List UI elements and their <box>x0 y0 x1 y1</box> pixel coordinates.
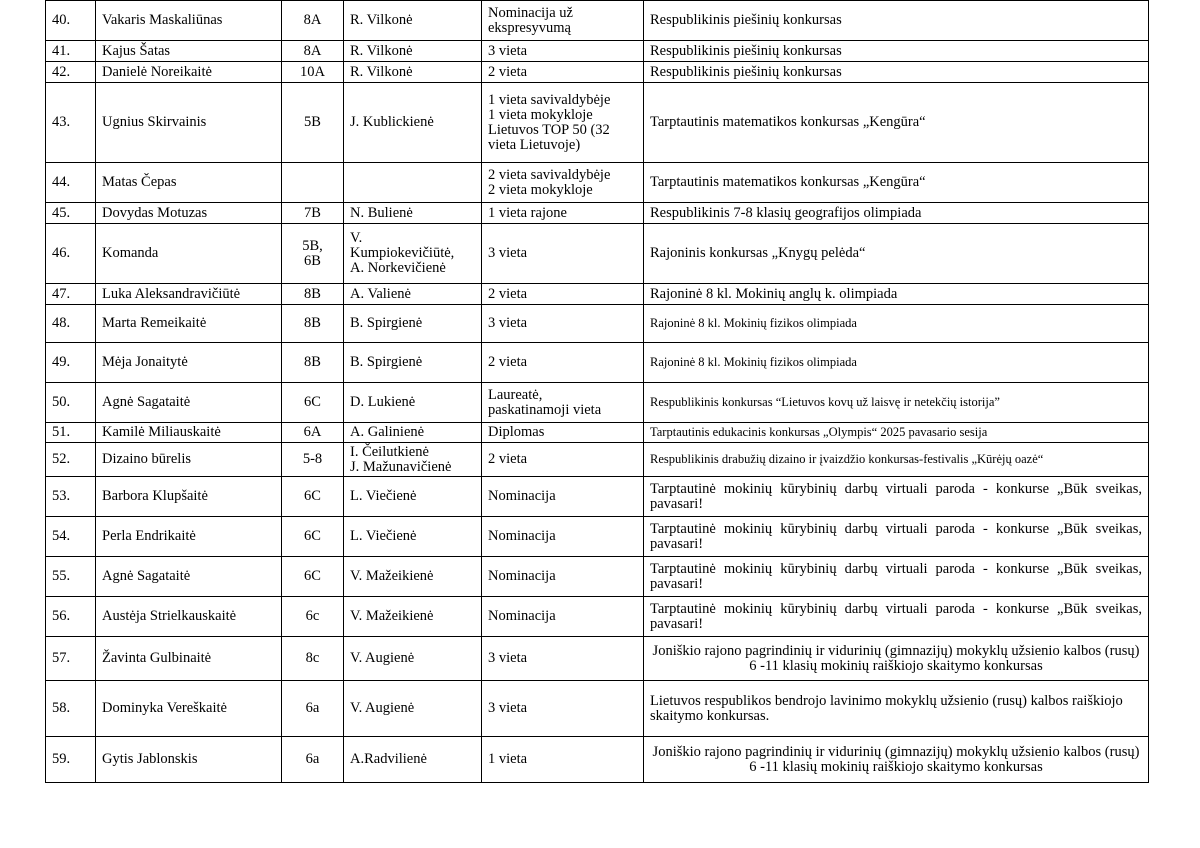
cell-result: Diplomas <box>482 423 644 443</box>
cell-competition: Tarptautinis matematikos konkursas „Kengūra“ <box>644 163 1149 203</box>
cell-number: 58. <box>46 681 96 737</box>
table-row <box>46 83 1149 163</box>
results-table <box>45 0 1149 783</box>
table-row <box>46 305 1149 343</box>
cell-result: 1 vieta <box>482 737 644 783</box>
cell-teacher: R. Vilkonė <box>344 1 482 41</box>
cell-number: 52. <box>46 443 96 477</box>
cell-student-name: Danielė Noreikaitė <box>96 62 282 83</box>
cell-student-name: Dizaino būrelis <box>96 443 282 477</box>
cell-student-name: Vakaris Maskaliūnas <box>96 1 282 41</box>
cell-student-name: Marta Remeikaitė <box>96 305 282 343</box>
cell-number: 56. <box>46 597 96 637</box>
cell-competition: Rajoninė 8 kl. Mokinių fizikos olimpiada <box>644 343 1149 383</box>
cell-competition: Respublikinis drabužių dizaino ir įvaizdžio konkursas-festivalis „Kūrėjų oazė“ <box>644 443 1149 477</box>
cell-class: 6C <box>282 383 344 423</box>
table-row <box>46 343 1149 383</box>
cell-result: Laureatė, paskatinamoji vieta <box>482 383 644 423</box>
cell-number: 53. <box>46 477 96 517</box>
table-row <box>46 737 1149 783</box>
cell-teacher: N. Bulienė <box>344 203 482 224</box>
table-row <box>46 597 1149 637</box>
cell-result: 2 vieta <box>482 443 644 477</box>
table-row <box>46 517 1149 557</box>
cell-competition: Joniškio rajono pagrindinių ir vidurinių (gimnazijų) mokyklų užsienio kalbos (rusų) 6 -11 klasių mokinių raiškiojo skaitymo konkursas <box>644 637 1149 681</box>
cell-student-name: Agnė Sagataitė <box>96 557 282 597</box>
cell-class: 7B <box>282 203 344 224</box>
table-row <box>46 62 1149 83</box>
cell-teacher: V. Mažeikienė <box>344 597 482 637</box>
cell-student-name: Gytis Jablonskis <box>96 737 282 783</box>
cell-class: 6A <box>282 423 344 443</box>
cell-student-name: Luka Aleksandravičiūtė <box>96 284 282 305</box>
cell-number: 48. <box>46 305 96 343</box>
table-row <box>46 1 1149 41</box>
cell-number: 46. <box>46 224 96 284</box>
cell-student-name: Kajus Šatas <box>96 41 282 62</box>
cell-student-name: Žavinta Gulbinaitė <box>96 637 282 681</box>
cell-competition: Rajoninis konkursas „Knygų pelėda“ <box>644 224 1149 284</box>
cell-teacher <box>344 163 482 203</box>
cell-teacher: R. Vilkonė <box>344 62 482 83</box>
cell-teacher: A. Galinienė <box>344 423 482 443</box>
cell-number: 41. <box>46 41 96 62</box>
cell-result: 3 vieta <box>482 637 644 681</box>
cell-teacher: V. Kumpiokevičiūtė, A. Norkevičienė <box>344 224 482 284</box>
cell-teacher: V. Augienė <box>344 637 482 681</box>
cell-result: 2 vieta <box>482 284 644 305</box>
table-row <box>46 443 1149 477</box>
cell-student-name: Dovydas Motuzas <box>96 203 282 224</box>
cell-result: 1 vieta savivaldybėje 1 vieta mokykloje Lietuvos TOP 50 (32 vieta Lietuvoje) <box>482 83 644 163</box>
cell-number: 50. <box>46 383 96 423</box>
cell-result: 3 vieta <box>482 224 644 284</box>
cell-competition: Respublikinis piešinių konkursas <box>644 62 1149 83</box>
table-row <box>46 224 1149 284</box>
cell-class: 8B <box>282 284 344 305</box>
cell-class: 6C <box>282 557 344 597</box>
table-row <box>46 477 1149 517</box>
cell-number: 47. <box>46 284 96 305</box>
table-row <box>46 383 1149 423</box>
cell-number: 59. <box>46 737 96 783</box>
cell-competition: Respublikinis piešinių konkursas <box>644 41 1149 62</box>
table-row <box>46 203 1149 224</box>
cell-teacher: L. Viečienė <box>344 477 482 517</box>
cell-competition: Respublikinis 7-8 klasių geografijos olimpiada <box>644 203 1149 224</box>
cell-teacher: A.Radvilienė <box>344 737 482 783</box>
cell-class: 8B <box>282 305 344 343</box>
table-row <box>46 284 1149 305</box>
cell-class: 6a <box>282 681 344 737</box>
cell-number: 57. <box>46 637 96 681</box>
cell-result: 2 vieta <box>482 62 644 83</box>
cell-result: Nominacija už ekspresyvumą <box>482 1 644 41</box>
cell-number: 44. <box>46 163 96 203</box>
cell-competition: Tarptautinė mokinių kūrybinių darbų virtuali paroda - konkurse „Būk sveikas, pavasari! <box>644 517 1149 557</box>
cell-class: 6a <box>282 737 344 783</box>
cell-number: 51. <box>46 423 96 443</box>
cell-number: 55. <box>46 557 96 597</box>
cell-result: 3 vieta <box>482 681 644 737</box>
cell-class: 8A <box>282 1 344 41</box>
cell-result: 2 vieta savivaldybėje 2 vieta mokykloje <box>482 163 644 203</box>
cell-competition: Tarptautinė mokinių kūrybinių darbų virtuali paroda - konkurse „Būk sveikas, pavasari! <box>644 597 1149 637</box>
results-table-body <box>46 1 1149 783</box>
cell-class: 6c <box>282 597 344 637</box>
cell-result: Nominacija <box>482 557 644 597</box>
cell-number: 45. <box>46 203 96 224</box>
table-row <box>46 681 1149 737</box>
cell-result: Nominacija <box>482 597 644 637</box>
cell-student-name: Ugnius Skirvainis <box>96 83 282 163</box>
table-row <box>46 557 1149 597</box>
cell-teacher: B. Spirgienė <box>344 343 482 383</box>
cell-competition: Tarptautinis matematikos konkursas „Kengūra“ <box>644 83 1149 163</box>
cell-class <box>282 163 344 203</box>
cell-competition: Respublikinis konkursas “Lietuvos kovų už laisvę ir netekčių istorija” <box>644 383 1149 423</box>
cell-class: 6C <box>282 517 344 557</box>
cell-class: 5B, 6B <box>282 224 344 284</box>
cell-competition: Respublikinis piešinių konkursas <box>644 1 1149 41</box>
cell-class: 8A <box>282 41 344 62</box>
cell-result: 2 vieta <box>482 343 644 383</box>
cell-student-name: Agnė Sagataitė <box>96 383 282 423</box>
cell-student-name: Austėja Strielkauskaitė <box>96 597 282 637</box>
cell-competition: Lietuvos respublikos bendrojo lavinimo mokyklų užsienio (rusų) kalbos raiškiojo skaitymo konkursas. <box>644 681 1149 737</box>
cell-class: 6C <box>282 477 344 517</box>
cell-class: 5-8 <box>282 443 344 477</box>
cell-competition: Joniškio rajono pagrindinių ir vidurinių (gimnazijų) mokyklų užsienio kalbos (rusų) 6 -11 klasių mokinių raiškiojo skaitymo konkursas <box>644 737 1149 783</box>
cell-student-name: Komanda <box>96 224 282 284</box>
cell-teacher: V. Augienė <box>344 681 482 737</box>
cell-result: Nominacija <box>482 517 644 557</box>
cell-class: 8c <box>282 637 344 681</box>
cell-number: 40. <box>46 1 96 41</box>
cell-teacher: D. Lukienė <box>344 383 482 423</box>
cell-student-name: Barbora Klupšaitė <box>96 477 282 517</box>
cell-student-name: Mėja Jonaitytė <box>96 343 282 383</box>
cell-class: 10A <box>282 62 344 83</box>
cell-teacher: I. Čeilutkienė J. Mažunavičienė <box>344 443 482 477</box>
table-row <box>46 423 1149 443</box>
cell-teacher: B. Spirgienė <box>344 305 482 343</box>
cell-competition: Tarptautinė mokinių kūrybinių darbų virtuali paroda - konkurse „Būk sveikas, pavasari! <box>644 477 1149 517</box>
cell-competition: Rajoninė 8 kl. Mokinių anglų k. olimpiada <box>644 284 1149 305</box>
cell-student-name: Dominyka Vereškaitė <box>96 681 282 737</box>
cell-teacher: J. Kublickienė <box>344 83 482 163</box>
cell-number: 42. <box>46 62 96 83</box>
cell-student-name: Perla Endrikaitė <box>96 517 282 557</box>
cell-student-name: Matas Čepas <box>96 163 282 203</box>
cell-competition: Tarptautinė mokinių kūrybinių darbų virtuali paroda - konkurse „Būk sveikas, pavasari! <box>644 557 1149 597</box>
cell-result: Nominacija <box>482 477 644 517</box>
cell-class: 8B <box>282 343 344 383</box>
cell-number: 54. <box>46 517 96 557</box>
cell-teacher: V. Mažeikienė <box>344 557 482 597</box>
cell-number: 49. <box>46 343 96 383</box>
cell-competition: Tarptautinis edukacinis konkursas „Olympis“ 2025 pavasario sesija <box>644 423 1149 443</box>
table-row <box>46 41 1149 62</box>
table-row <box>46 637 1149 681</box>
cell-teacher: L. Viečienė <box>344 517 482 557</box>
cell-student-name: Kamilė Miliauskaitė <box>96 423 282 443</box>
cell-competition: Rajoninė 8 kl. Mokinių fizikos olimpiada <box>644 305 1149 343</box>
cell-number: 43. <box>46 83 96 163</box>
cell-teacher: A. Valienė <box>344 284 482 305</box>
cell-teacher: R. Vilkonė <box>344 41 482 62</box>
cell-class: 5B <box>282 83 344 163</box>
cell-result: 3 vieta <box>482 305 644 343</box>
table-row <box>46 163 1149 203</box>
cell-result: 1 vieta rajone <box>482 203 644 224</box>
cell-result: 3 vieta <box>482 41 644 62</box>
